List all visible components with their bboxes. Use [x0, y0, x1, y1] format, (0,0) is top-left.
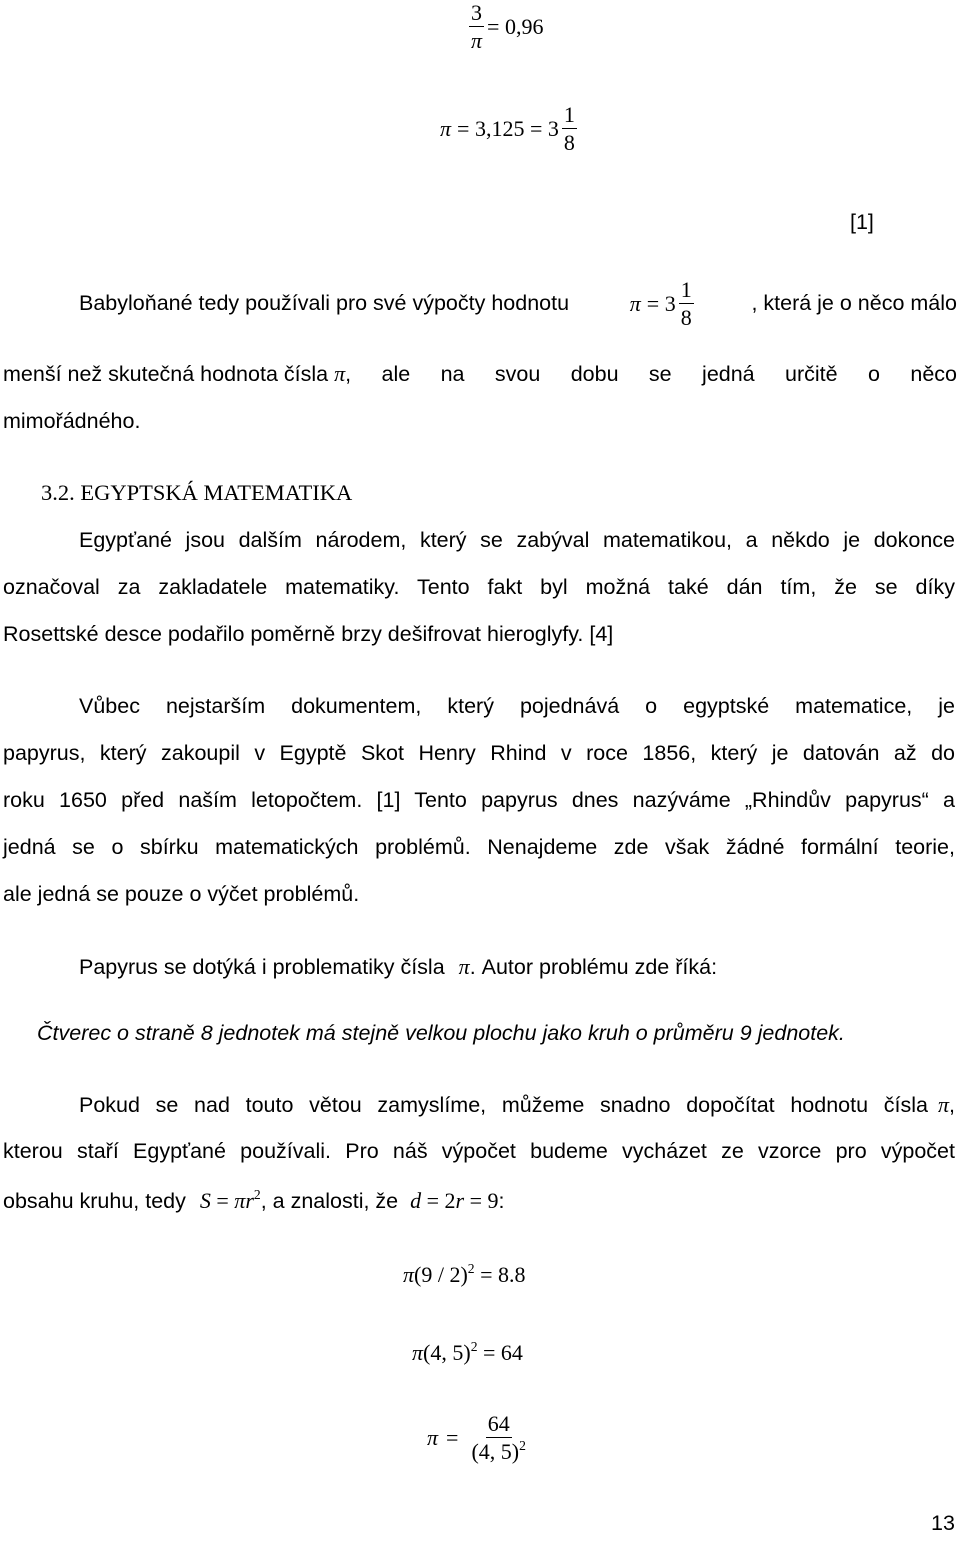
text-segment: :: [498, 1189, 505, 1213]
paragraph-3-line-3: roku 1650 před naším letopočtem. [1] Tento papyrus dnes nazýváme „Rhindův papyrus“ a: [3, 788, 955, 812]
diameter-formula: [410, 1188, 498, 1213]
equation-rhs: = 64: [483, 1340, 523, 1365]
fraction: [469, 1, 484, 52]
text-segment: menší než skutečná hodnota čísla: [3, 362, 329, 386]
paragraph-1-line-3: mimořádného.: [3, 409, 141, 433]
formula-variable: S: [199, 1188, 211, 1213]
section-heading: 3.2. EGYPTSKÁ MATEMATIKA: [41, 480, 353, 505]
equation-5: [427, 1412, 531, 1463]
text-segment: Pokud se nad touto větou zamyslíme, můžeme snadno dopočítat hodnotu čísla: [79, 1093, 928, 1117]
equation-paren: (9 / 2): [414, 1262, 468, 1287]
fraction-denominator: 8: [563, 130, 575, 156]
equation-3: [403, 1262, 526, 1288]
equation-rhs: = 8.8: [480, 1262, 526, 1287]
paragraph-5-line-1: [79, 1094, 955, 1117]
text-segment: Babyloňané tedy používali pro své výpočty hodnotu: [79, 290, 570, 315]
paragraph-5-line-3: [3, 1187, 505, 1213]
fraction-numerator: 1: [562, 103, 577, 129]
paragraph-3-line-4: jedná se o sbírku matematických problémů. Nenajdeme zde však žádné formální teorie,: [3, 835, 955, 859]
equation-2: [440, 103, 580, 154]
pi-symbol: π: [440, 115, 452, 141]
paragraph-2-line-3: Rosettské desce podařilo poměrně brzy dešifrovat hieroglyfy. [4]: [3, 622, 614, 646]
text-segment: ,: [949, 1093, 955, 1117]
pi-symbol: π: [234, 1188, 246, 1213]
denominator-paren: (4, 5): [471, 1439, 520, 1465]
fraction: [679, 278, 694, 329]
fraction-numerator: 3: [469, 1, 484, 27]
formula-variable: r: [455, 1188, 465, 1213]
text-segment: , a znalosti, že: [260, 1189, 399, 1213]
page-number: 13: [931, 1511, 955, 1535]
area-formula: [200, 1188, 261, 1213]
text-segment: , která je o něco málo: [751, 290, 957, 315]
equation-middle: = 3,125 = 3: [457, 115, 559, 141]
equation-operator: =: [446, 1424, 459, 1450]
pi-symbol: π: [403, 1262, 415, 1287]
formula-operator: = 2: [426, 1188, 456, 1213]
fraction-numerator: 64: [486, 1412, 512, 1438]
fraction: [469, 1412, 527, 1463]
formula-equals: = 3: [646, 290, 676, 316]
equation-paren: (4, 5): [423, 1340, 471, 1365]
formula-variable: r: [245, 1188, 254, 1213]
formula-exponent: 2: [253, 1187, 261, 1203]
paragraph-2-line-2: označoval za zakladatele matematiky. Tento fakt byl možná také dán tím, že se díky: [3, 575, 955, 599]
pi-symbol: π: [937, 1092, 950, 1117]
pi-symbol: π: [427, 1424, 439, 1450]
paragraph-1-line-1: [79, 278, 957, 329]
equation-exponent: 2: [467, 1261, 475, 1277]
paragraph-5-line-2: kterou staří Egypťané používali. Pro náš výpočet budeme vycházet ze vzorce pro výpočet: [3, 1139, 955, 1163]
fraction-denominator: π: [471, 28, 483, 54]
paragraph-3-line-5: ale jedná se pouze o výčet problémů.: [3, 882, 360, 906]
quote-line: Čtverec o straně 8 jednotek má stejně velkou plochu jako kruh o průměru 9 jednotek.: [37, 1021, 845, 1045]
paragraph-3-line-1: Vůbec nejstarším dokumentem, který pojednává o egyptské matematice, je: [79, 694, 955, 718]
denominator-exponent: 2: [519, 1438, 526, 1454]
equation-rhs: = 0,96: [487, 13, 544, 39]
paragraph-3-line-2: papyrus, který zakoupil v Egyptě Skot Henry Rhind v roce 1856, který je datován až do: [3, 741, 955, 765]
text-segment: . Autor problému zde říká:: [469, 955, 718, 979]
text-segment: , ale na svou dobu se jedná určitě o něco: [345, 362, 957, 386]
equation-4: [412, 1340, 523, 1366]
equation-exponent: 2: [470, 1339, 478, 1355]
equation-1: [466, 0, 543, 52]
paragraph-1-line-2: [3, 363, 957, 386]
paragraph-2-line-1: Egypťané jsou dalším národem, který se zabýval matematikou, a někdo je dokonce: [79, 528, 955, 552]
formula-variable: d: [410, 1188, 422, 1213]
text-segment: obsahu kruhu, tedy: [3, 1189, 186, 1213]
fraction-numerator: 1: [679, 278, 694, 304]
formula-operator: =: [216, 1188, 229, 1213]
reference-marker: [1]: [850, 210, 874, 234]
fraction-denominator: 8: [680, 305, 692, 331]
pi-symbol: π: [629, 290, 641, 316]
fraction-denominator: [469, 1438, 527, 1463]
paragraph-4: [79, 956, 717, 979]
fraction: [562, 103, 577, 154]
pi-symbol: π: [334, 361, 346, 386]
pi-symbol: π: [458, 954, 470, 979]
inline-formula: [630, 278, 697, 329]
formula-operator: = 9: [469, 1188, 499, 1213]
pi-symbol: π: [412, 1340, 424, 1365]
text-segment: Papyrus se dotýká i problematiky čísla: [79, 955, 445, 979]
